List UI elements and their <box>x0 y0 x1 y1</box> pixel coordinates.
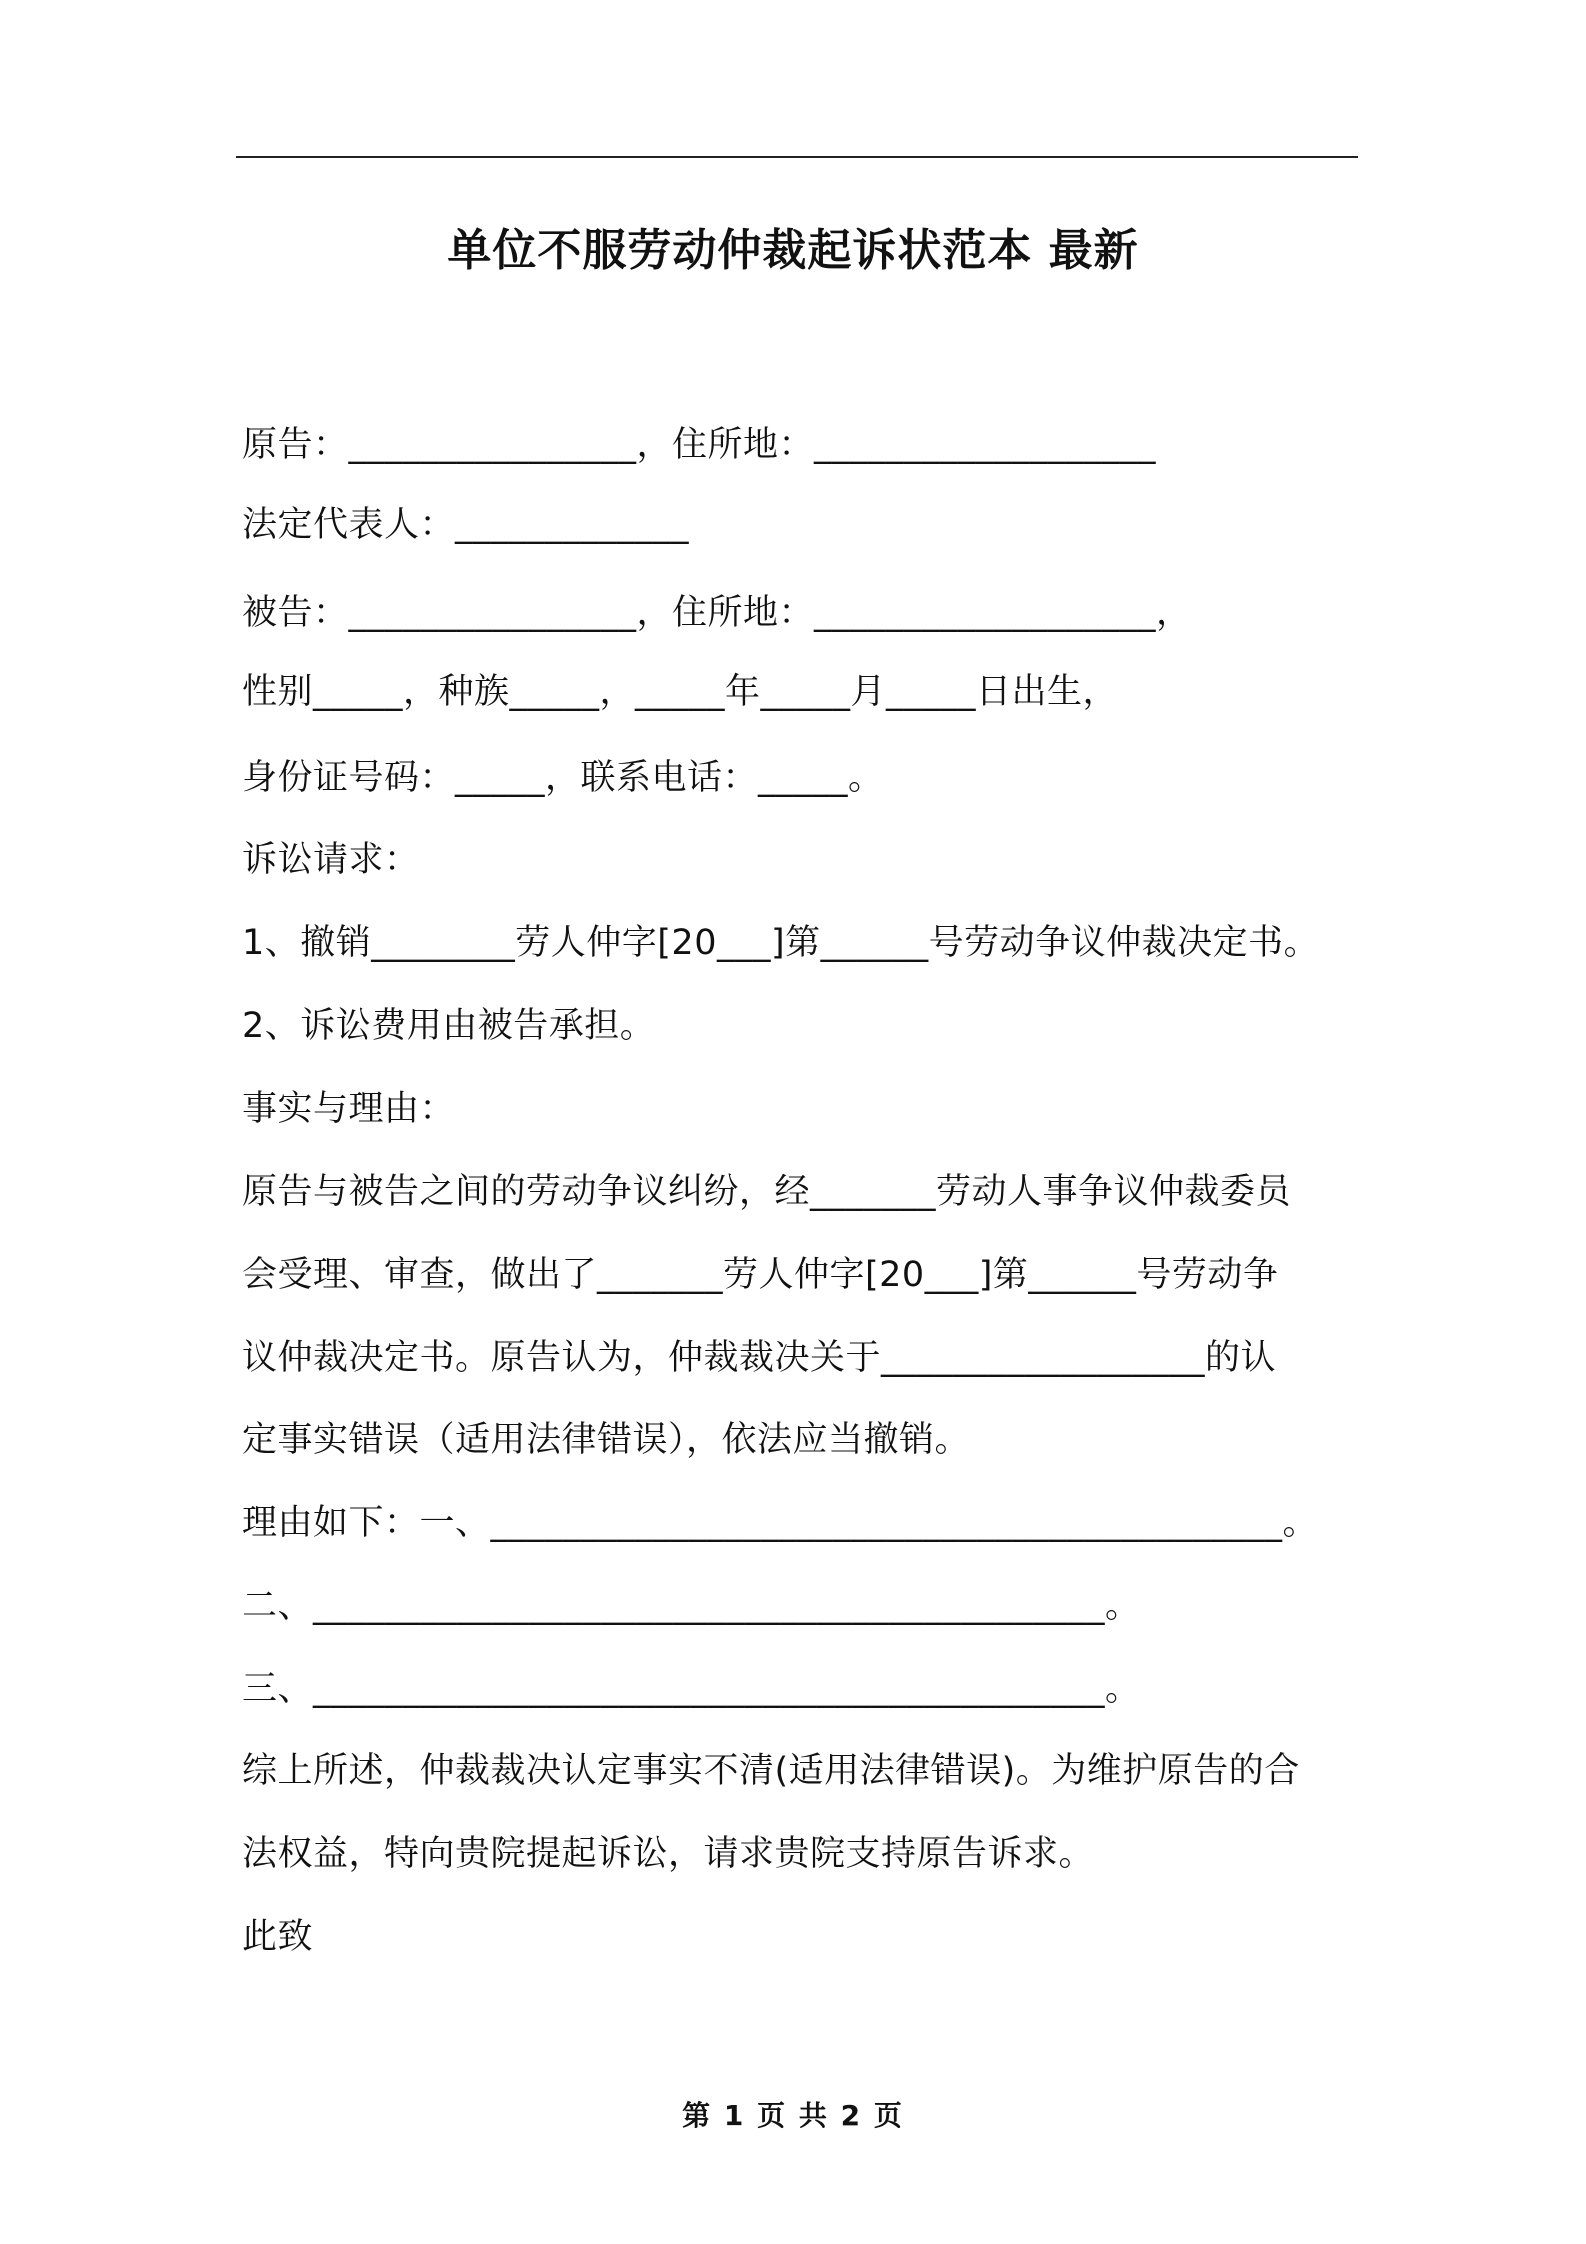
line-defendant: 被告：________________，住所地：___________________， <box>242 593 1192 633</box>
line-id-phone: 身份证号码：_____，联系电话：_____。 <box>242 758 884 798</box>
heading-facts-reasons: 事实与理由： <box>242 1089 456 1129</box>
claim-2: 2、诉讼费用由被告承担。 <box>242 1006 656 1046</box>
facts-line-4: 定事实错误（适用法律错误），依法应当撤销。 <box>242 1420 971 1460</box>
reason-3: 三、____________________________________________。 <box>242 1669 1141 1709</box>
header-rule <box>236 156 1358 158</box>
reason-1: 理由如下：一、____________________________________________。 <box>242 1503 1319 1543</box>
page-number-footer: 第 1 页 共 2 页 <box>682 2099 904 2132</box>
line-defendant-details: 性别_____，种族_____，_____年_____月_____日出生， <box>242 672 1119 712</box>
facts-line-2: 会受理、审查，做出了_______劳人仲字[20___]第______号劳动争 <box>242 1255 1279 1295</box>
document-title: 单位不服劳动仲裁起诉状范本 最新 <box>447 225 1139 276</box>
line-legal-representative: 法定代表人：_____________ <box>242 505 690 545</box>
reason-2: 二、____________________________________________。 <box>242 1586 1141 1626</box>
heading-claims: 诉讼请求： <box>242 840 420 880</box>
facts-line-1: 原告与被告之间的劳动争议纠纷，经_______劳动人事争议仲裁委员 <box>242 1172 1292 1212</box>
conclusion-line-1: 综上所述，仲裁裁决认定事实不清(适用法律错误)。为维护原告的合 <box>242 1751 1300 1791</box>
conclusion-line-2: 法权益，特向贵院提起诉讼，请求贵院支持原告诉求。 <box>242 1834 1095 1874</box>
claim-1: 1、撤销________劳人仲字[20___]第______号劳动争议仲裁决定书。 <box>242 923 1320 963</box>
facts-line-3: 议仲裁决定书。原告认为，仲裁裁决关于__________________的认 <box>242 1338 1277 1378</box>
line-plaintiff: 原告：________________，住所地：___________________ <box>242 425 1157 465</box>
closing-salutation: 此致 <box>242 1917 314 1957</box>
